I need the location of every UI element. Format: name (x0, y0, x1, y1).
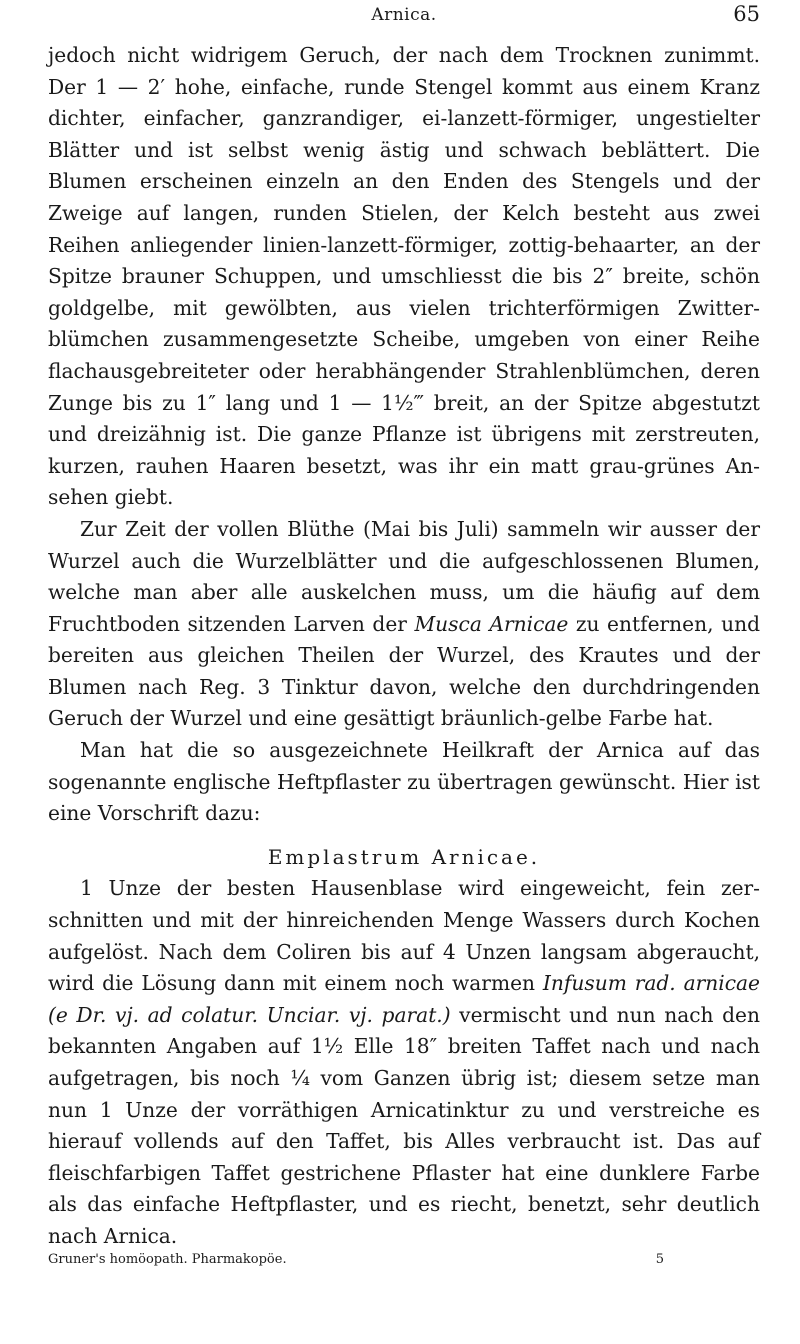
paragraph-collection-text-b: zu entfernen, und bereiten aus gleichen Theilen der Wurzel, des Krautes und der Blumen nach Reg. 3 Tinktur davon, welche den durchdringenden Geruch der Wurzel und eine gesättigt bräunlich-gelbe Farbe hat. (48, 611, 760, 731)
paragraph-plaster-intro: Man hat die so ausgezeichnete Heilkraft der Arnica auf das sogenannte englische Heftpflaster zu übertragen gewünscht. Hier ist eine Vorschrift dazu: (48, 738, 760, 826)
paragraph-collection-species: Musca Arnicae (414, 611, 569, 636)
running-head (48, 0, 760, 40)
paragraph-recipe-formula: Infusum rad. arnicae (e Dr. vj. ad colatur. Unciar. vj. parat.) (48, 971, 760, 1027)
footer-signature-mark: 5 (655, 1252, 664, 1267)
paragraph-plant-description: jedoch nicht widrigem Geruch, der nach dem Trocknen zunimmt. Der 1 — 2′ hohe, einfache, runde Stengel kommt aus einem Kranz dichter, einfacher, ganzrandiger, ei-lanzett-förmiger, ungestielter Blätter und ist selbst wenig ästig und schwach beblättert. Die Blumen erscheinen einzeln an den Enden des Stengels und der Zweige auf langen, runden Stielen, der Kelch besteht aus zwei Reihen anliegender linien-lanzett-förmiger, zottig-behaarter, an der Spitze brauner Schuppen, und umschliesst die bis 2″ breite, schön goldgelbe, mit gewölbten, aus vielen trichterförmigen Zwitter-blümchen zusammengesetzte Scheibe, umgeben von einer Reihe flachausgebreiteter oder herabhängender Strahlenblümchen, deren Zunge bis zu 1″ lang und 1 — 1½‴ breit, an der Spitze abgestutzt und dreizähnig ist. Die ganze Pflanze ist übrigens mit zerstreuten, kurzen, rauhen Haaren besetzt, was ihr ein matt grau-grünes An-sehen giebt. (48, 43, 760, 510)
paragraph-recipe-text-b: vermischt und nun nach den bekannten Angaben auf 1½ Elle 18″ breiten Taffet nach und nach aufgetragen, bis noch ¼ vom Ganzen übrig ist; diesem setze man nun 1 Unze der vorräthigen Arnicatinktur zu und verstreiche es hierauf vollends auf den Taffet, bis Alles verbraucht ist. Das auf fleischfarbigen Taffet gestrichene Pflaster hat eine dunklere Farbe als das einfache Heftpflaster, und es riecht, benetzt, sehr deutlich nach Arnica. (48, 1002, 760, 1248)
running-title: Arnica. (371, 5, 437, 25)
page-number: 65 (733, 2, 760, 26)
footer-signature: Gruner's homöopath. Pharmakopöe. (48, 1252, 287, 1267)
paragraph-recipe-text-a: 1 Unze der besten Hausenblase wird eingeweicht, fein zer-schnitten und mit der hinreichenden Menge Wassers durch Kochen aufgelöst. Nach dem Coliren bis auf 4 Unzen langsam abgeraucht, wird die Lösung dann mit einem noch warmen (48, 876, 760, 996)
paragraph-collection-text-a: Zur Zeit der vollen Blüthe (Mai bis Juli) sammeln wir ausser der Wurzel auch die Wurzelblätter und die aufgeschlossenen Blumen, welche man aber alle auskelchen muss, um die häufig auf dem Fruchtboden sitzenden Larven der (48, 516, 760, 636)
body-text (48, 40, 760, 1253)
section-heading: Emplastrum Arnicae. (267, 844, 541, 869)
paragraph-collection (48, 514, 760, 735)
page (48, 0, 760, 1344)
paragraph-recipe (48, 873, 760, 1252)
